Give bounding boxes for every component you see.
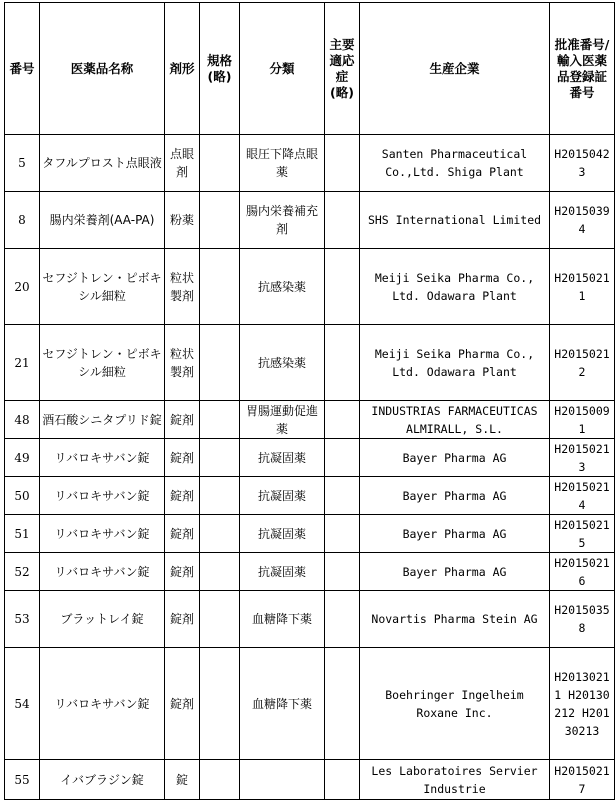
row-dosage-form: 錠剤 [165, 553, 200, 591]
row-category: 腸内栄養補充剤 [240, 192, 325, 249]
row-category: 胃腸運動促進薬 [240, 401, 325, 439]
header-no: 番号 [5, 3, 40, 135]
row-category: 抗凝固薬 [240, 515, 325, 553]
row-drug-name: イバブラジン錠 [40, 760, 165, 800]
row-category: 抗凝固薬 [240, 477, 325, 515]
row-drug-name: リバロキサバン錠 [40, 648, 165, 760]
row-manufacturer: Bayer Pharma AG [360, 439, 550, 477]
row-approval-number: H20150214 [550, 477, 615, 515]
row-spec [200, 192, 240, 249]
table-row [5, 760, 615, 800]
table-row [5, 648, 615, 760]
row-approval-number: H20150212 [550, 325, 615, 401]
row-indication [325, 192, 360, 249]
row-dosage-form: 粒状製剤 [165, 325, 200, 401]
row-dosage-form: 錠 [165, 760, 200, 800]
row-spec [200, 439, 240, 477]
row-category: 抗感染薬 [240, 325, 325, 401]
header-maker: 生産企業 [360, 3, 550, 135]
row-dosage-form: 錠剤 [165, 439, 200, 477]
row-indication [325, 325, 360, 401]
row-number: 21 [5, 325, 40, 401]
row-number: 5 [5, 135, 40, 192]
row-drug-name: セフジトレン・ピボキシル細粒 [40, 325, 165, 401]
table-row [5, 477, 615, 515]
table-row [5, 515, 615, 553]
row-approval-number: H20150358 [550, 591, 615, 648]
row-number: 8 [5, 192, 40, 249]
row-category: 抗感染薬 [240, 249, 325, 325]
row-spec [200, 135, 240, 192]
row-number: 50 [5, 477, 40, 515]
row-number: 20 [5, 249, 40, 325]
row-number: 53 [5, 591, 40, 648]
row-manufacturer: Meiji Seika Pharma Co., Ltd. Odawara Plant [360, 325, 550, 401]
row-manufacturer: INDUSTRIAS FARMACEUTICAS ALMIRALL, S.L. [360, 401, 550, 439]
row-manufacturer: Les Laboratoires Servier Industrie [360, 760, 550, 800]
row-approval-number: H20150423 [550, 135, 615, 192]
row-dosage-form: 錠剤 [165, 591, 200, 648]
table-row [5, 192, 615, 249]
row-drug-name: 腸内栄養剤(AA-PA) [40, 192, 165, 249]
row-approval-number: H20150216 [550, 553, 615, 591]
row-manufacturer: Bayer Pharma AG [360, 553, 550, 591]
row-indication [325, 553, 360, 591]
row-indication [325, 401, 360, 439]
row-indication [325, 648, 360, 760]
row-indication [325, 135, 360, 192]
row-drug-name: リバロキサバン錠 [40, 477, 165, 515]
row-number: 54 [5, 648, 40, 760]
row-approval-number: H20130211 H20130212 H20130213 [550, 648, 615, 760]
row-category: 血糖降下薬 [240, 648, 325, 760]
header-indication: 主要適応症(略) [325, 3, 360, 135]
row-drug-name: リバロキサバン錠 [40, 553, 165, 591]
row-dosage-form: 点眼剤 [165, 135, 200, 192]
table-row [5, 325, 615, 401]
row-manufacturer: Bayer Pharma AG [360, 515, 550, 553]
row-number: 49 [5, 439, 40, 477]
row-spec [200, 325, 240, 401]
row-category: 眼圧下降点眼薬 [240, 135, 325, 192]
row-dosage-form: 錠剤 [165, 515, 200, 553]
row-category: 血糖降下薬 [240, 591, 325, 648]
row-drug-name: リバロキサバン錠 [40, 439, 165, 477]
row-indication [325, 439, 360, 477]
row-drug-name: 酒石酸シニタプリド錠 [40, 401, 165, 439]
header-category: 分類 [240, 3, 325, 135]
row-category [240, 760, 325, 800]
row-drug-name: リバロキサバン錠 [40, 515, 165, 553]
row-dosage-form: 錠剤 [165, 648, 200, 760]
header-name: 医薬品名称 [40, 3, 165, 135]
header-row [5, 3, 615, 135]
row-drug-name: ブラットレイ錠 [40, 591, 165, 648]
row-approval-number: H20150394 [550, 192, 615, 249]
table-row [5, 591, 615, 648]
row-number: 48 [5, 401, 40, 439]
row-indication [325, 591, 360, 648]
table-row [5, 135, 615, 192]
table-row [5, 249, 615, 325]
row-manufacturer: Novartis Pharma Stein AG [360, 591, 550, 648]
row-spec [200, 760, 240, 800]
row-manufacturer: Bayer Pharma AG [360, 477, 550, 515]
table-row [5, 439, 615, 477]
table-row [5, 401, 615, 439]
row-approval-number: H20150091 [550, 401, 615, 439]
row-indication [325, 515, 360, 553]
row-category: 抗凝固薬 [240, 553, 325, 591]
row-spec [200, 591, 240, 648]
row-dosage-form: 錠剤 [165, 477, 200, 515]
row-spec [200, 401, 240, 439]
row-manufacturer: SHS International Limited [360, 192, 550, 249]
row-number: 55 [5, 760, 40, 800]
row-category: 抗凝固薬 [240, 439, 325, 477]
row-indication [325, 477, 360, 515]
row-spec [200, 648, 240, 760]
row-spec [200, 553, 240, 591]
row-spec [200, 477, 240, 515]
header-form: 剤形 [165, 3, 200, 135]
row-approval-number: H20150217 [550, 760, 615, 800]
row-dosage-form: 錠剤 [165, 401, 200, 439]
row-dosage-form: 粒状製剤 [165, 249, 200, 325]
row-manufacturer: Santen Pharmaceutical Co.,Ltd. Shiga Plant [360, 135, 550, 192]
row-number: 52 [5, 553, 40, 591]
table-row [5, 553, 615, 591]
row-manufacturer: Boehringer Ingelheim Roxane Inc. [360, 648, 550, 760]
row-spec [200, 515, 240, 553]
row-indication [325, 760, 360, 800]
drug-registration-table [4, 2, 615, 800]
row-drug-name: セフジトレン・ピボキシル細粒 [40, 249, 165, 325]
row-number: 51 [5, 515, 40, 553]
row-indication [325, 249, 360, 325]
row-spec [200, 249, 240, 325]
header-approval: 批准番号/輸入医薬品登録証番号 [550, 3, 615, 135]
row-approval-number: H20150211 [550, 249, 615, 325]
header-spec: 規格(略) [200, 3, 240, 135]
row-manufacturer: Meiji Seika Pharma Co., Ltd. Odawara Plant [360, 249, 550, 325]
row-drug-name: タフルプロスト点眼液 [40, 135, 165, 192]
row-dosage-form: 粉薬 [165, 192, 200, 249]
row-approval-number: H20150213 [550, 439, 615, 477]
row-approval-number: H20150215 [550, 515, 615, 553]
